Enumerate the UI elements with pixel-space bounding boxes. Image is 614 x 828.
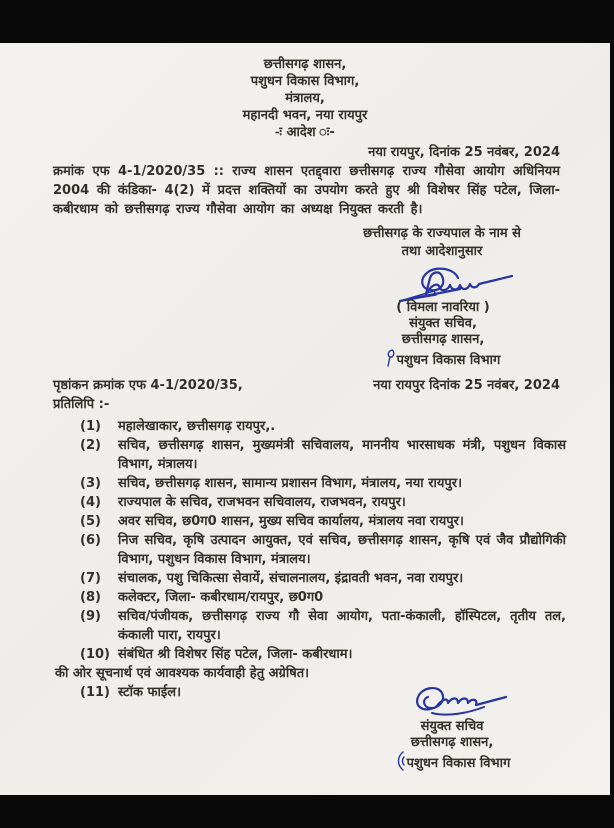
item-text: कलेक्टर, जिला- कबीरधाम/रायपुर, छ0ग0	[118, 590, 324, 605]
authority-line-1: छत्तीसगढ़ के राज्यपाल के नाम से	[363, 226, 521, 241]
item-number: (10)	[80, 647, 110, 662]
item-number: (3)	[80, 476, 101, 491]
signatory1-department-line	[352, 348, 534, 369]
signatory-block-1	[352, 300, 534, 369]
item-text: महालेखाकार, छत्तीसगढ़ रायपुर,.	[118, 419, 276, 434]
item-text: सचिव/पंजीयक, छत्तीसगढ़ राज्य गौ सेवा आयोग, पता-कंकाली, हॉस्पिटल, तृतीय तल, कंकाली पारा, रायपुर।	[118, 609, 566, 643]
list-item	[0, 645, 610, 664]
item-text: स्टॉक फाईल।	[118, 685, 181, 700]
item-text: संबंधित श्री विशेषर सिंह पटेल, जिला- कबीरधाम।	[118, 647, 353, 662]
item-number: (7)	[80, 571, 101, 586]
order-date-line: नया रायपुर, दिनांक 25 नवंबर, 2024	[368, 145, 560, 160]
letterhead-ministry: मंत्रालय,	[285, 91, 325, 106]
list-item	[0, 531, 610, 569]
list-item	[0, 588, 610, 607]
forwarding-note: की ओर सूचनार्थ एवं आवश्यक कार्यवाही हेतु अग्रेषित।	[55, 666, 310, 681]
item-number: (1)	[80, 419, 101, 434]
authority-block	[350, 225, 534, 260]
right-black-edge	[610, 0, 614, 828]
endorsement-row	[0, 369, 610, 394]
list-item	[0, 569, 610, 588]
signatory1-government: छत्तीसगढ़ शासन,	[401, 332, 485, 347]
list-item	[0, 417, 610, 436]
list-item	[0, 512, 610, 531]
signatory1-designation: संयुक्त सचिव,	[409, 316, 477, 331]
pen-paren-mark-icon	[394, 751, 406, 771]
letterhead-department: पशुधन विकास विभाग,	[250, 74, 360, 89]
item-number: (8)	[80, 590, 101, 605]
signatory2-department-line	[352, 751, 552, 772]
signatory2-department: पशुधन विकास विभाग	[406, 756, 511, 771]
item-text: राज्यपाल के सचिव, राजभवन सचिवालय, राजभवन, रायपुर।	[118, 495, 406, 510]
endorsement-date: नया रायपुर दिनांक 25 नवंबर, 2024	[373, 378, 560, 393]
item-number: (11)	[80, 685, 110, 700]
copy-distribution-list	[0, 417, 610, 702]
signatory2-designation: संयुक्त सचिव	[420, 719, 484, 734]
letterhead-address: महानदी भवन, नया रायपुर	[242, 108, 368, 123]
signature-vimla-nawaria	[390, 264, 522, 304]
scanned-order-document	[0, 43, 610, 795]
authority-line-2: तथा आदेशानुसार	[401, 243, 483, 259]
list-item	[0, 607, 610, 645]
item-text: सचिव, छत्तीसगढ़ शासन, मुख्यमंत्री सचिवालय, माननीय भारसाधक मंत्री, पशुधन विकास विभाग, मंत्रालय।	[118, 438, 566, 472]
letterhead-government: छत्तीसगढ़ शासन,	[263, 57, 347, 72]
pen-tick-mark-icon	[386, 348, 396, 368]
copy-to-label: प्रतिलिपि :-	[53, 397, 110, 412]
bottom-black-bar	[0, 795, 614, 828]
top-black-bar	[0, 0, 614, 43]
item-text: निज सचिव, कृषि उत्पादन आयुक्त, एवं सचिव, छत्तीसगढ़ शासन, कृषि एवं जैव प्रौद्योगिकी विभाग, पशुधन विकास विभाग, मंत्रालय।	[118, 533, 566, 567]
item-text: सचिव, छत्तीसगढ़ शासन, सामान्य प्रशासन विभाग, मंत्रालय, नया रायपुर।	[118, 476, 463, 491]
signatory1-department: पशुधन विकास विभाग	[396, 353, 501, 368]
signatory-block-2	[352, 683, 552, 772]
list-item	[0, 493, 610, 512]
list-item	[0, 474, 610, 493]
item-number: (4)	[80, 495, 101, 510]
endorsement-number: पृष्ठांकन क्रमांक एफ 4-1/2020/35,	[53, 378, 243, 393]
signatory2-government: छत्तीसगढ़ शासन,	[410, 735, 494, 750]
item-text: अवर सचिव, छ0ग0 शासन, मुख्य सचिव कार्यालय, मंत्रालय नवा रायपुर।	[118, 514, 464, 529]
item-number: (6)	[80, 533, 101, 548]
signature-joint-secretary	[392, 683, 512, 721]
signatory1-name: ( विमला नावरिया )	[396, 300, 490, 315]
item-text: संचालक, पशु चिकित्सा सेवायें, संचालनालय, इंद्रावती भवन, नवा रायपुर।	[118, 571, 464, 586]
list-item	[0, 436, 610, 474]
item-number: (5)	[80, 514, 101, 529]
item-number: (9)	[80, 609, 101, 624]
order-title: -ः आदेश ः-	[275, 125, 335, 140]
item-number: (2)	[80, 438, 101, 453]
order-body-paragraph: क्रमांक एफ 4-1/2020/35 :: राज्य शासन एतद्द्वारा छत्तीसगढ़ राज्य गौसेवा आयोग अधिनियम 2004 की कंडिका- 4(2) में प्रदत्त शक्तियों का उपयोग करते हुए श्री विशेषर सिंह पटेल, जिला-कबीरधाम को छत्तीसगढ़ राज्य गौसेवा आयोग का अध्यक्ष नियुक्त करती है।	[53, 164, 560, 217]
letterhead	[0, 43, 610, 141]
